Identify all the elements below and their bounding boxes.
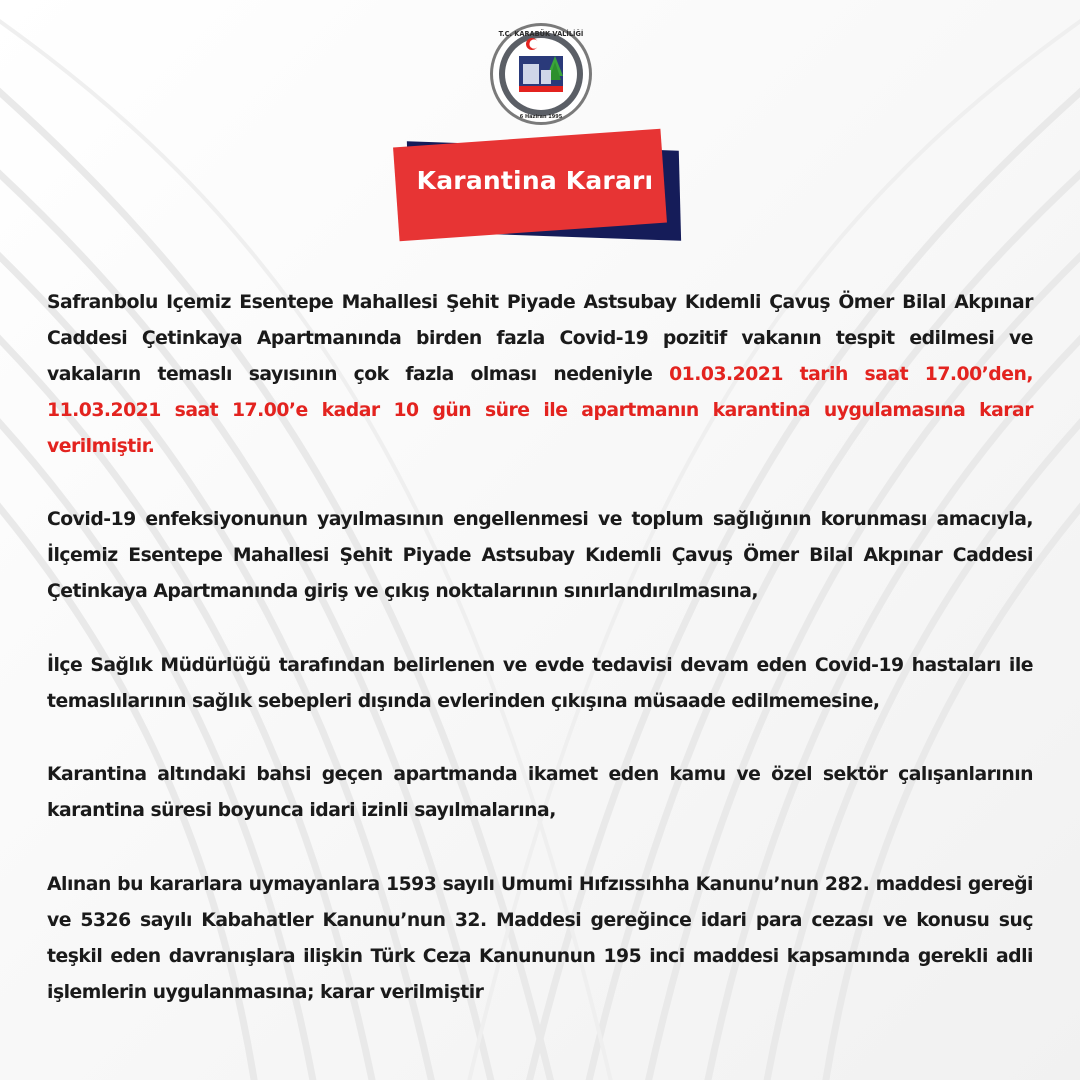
paragraph-5: Alınan bu kararlara uymayanlara 1593 sayılı Umumi Hıfzıssıhha Kanunu’nun 282. maddesi gereği ve 5326 sayılı Kabahatler Kanunu’nun 32. Maddesi gereğince idari para cezası ve konusu suç teşkil eden davranışlara ilişkin Türk Ceza Kanununun 195 inci maddesi kapsamında gerekli adli işlemlerin uygulanmasına; karar verilmiştir xyxy=(47,874,1033,1003)
karabuk-governorship-logo xyxy=(489,22,593,126)
paragraph-1-highlight: 01.03.2021 tarih saat 17.00’den, 11.03.2021 saat 17.00’e kadar 10 gün süre ile apartmanın karantina uygulamasına karar verilmiştir. xyxy=(47,364,1033,457)
paragraph-3: İlçe Sağlık Müdürlüğü tarafından belirlenen ve evde tedavisi devam eden Covid-19 hastaları ile temaslılarının sağlık sebepleri dışında evlerinden çıkışına müsaade edilmemesine, xyxy=(47,655,1033,712)
paragraph-4: Karantina altındaki bahsi geçen apartmanda ikamet eden kamu ve özel sektör çalışanlarının karantina süresi boyunca idari izinli sayılmalarına, xyxy=(47,764,1033,821)
logo-bottom-text: 6 Haziran 1995 xyxy=(519,114,563,120)
page-title: Karantina Kararı xyxy=(416,166,654,195)
paragraph-1-text: Safranbolu Içemiz Esentepe Mahallesi Şehit Piyade Astsubay Kıdemli Çavuş Ömer Bilal Akpınar Caddesi Çetinkaya Apartmanında birden fazla Covid-19 pozitif vakanın tespit edilmesi ve vakaların temaslı sayısının çok fazla olması nedeniyle xyxy=(47,292,1033,385)
paragraph-2: Covid-19 enfeksiyonunun yayılmasının engellenmesi ve toplum sağlığının korunması amacıyla, İlçemiz Esentepe Mahallesi Şehit Piyade Astsubay Kıdemli Çavuş Ömer Bilal Akpınar Caddesi Çetinkaya Apartmanında giriş ve çıkış noktalarının sınırlandırılmasına, xyxy=(47,509,1033,602)
title-banner xyxy=(380,130,690,252)
paragraph-1 xyxy=(47,285,1033,465)
decision-text xyxy=(47,285,1033,1011)
logo-top-text: T.C. KARABÜK VALİLİĞİ xyxy=(498,30,584,38)
